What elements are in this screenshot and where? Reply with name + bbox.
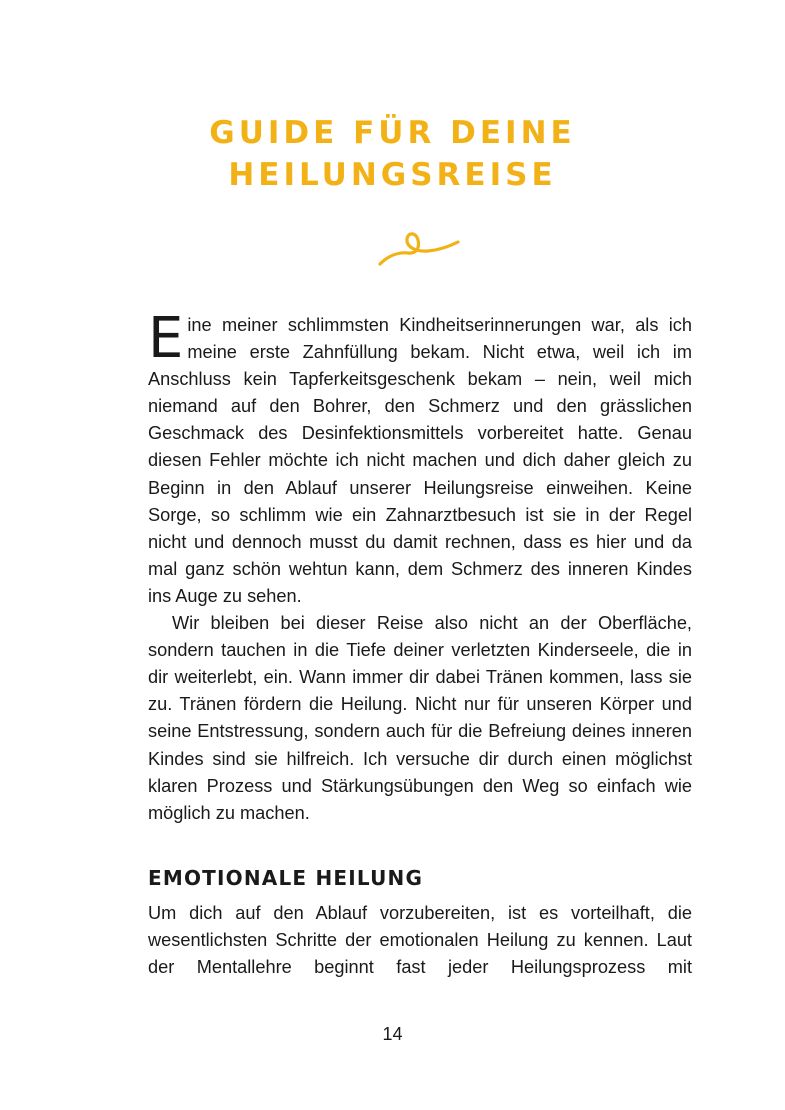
intro-paragraph-2: Wir bleiben bei dieser Reise also nicht an der Oberfläche, sondern tauchen in die Tiefe deiner verletzten Kinderseele, die in dir weiterlebt, ein. Wann immer dir dabei Tränen kommen, lass sie zu. Tränen fördern die Heilung. Nicht nur für unseren Körper und seine Entstressung, sondern auch für die Befreiung deines inneren Kindes sind sie hilfreich. Ich versuche dir durch einen möglichst klaren Prozess und Stärkungsübungen den Weg so einfach wie möglich zu machen.: [148, 613, 692, 823]
chapter-title-line-1: GUIDE FÜR DEINE: [209, 115, 576, 151]
page-number: 14: [382, 1024, 403, 1044]
chapter-title: [0, 112, 785, 196]
intro-paragraph-1: [148, 306, 692, 610]
section-paragraph: Um dich auf den Ablauf vorzubereiten, ist es vorteilhaft, die wesentlichsten Schritte der emotionalen Heilung zu kennen. Laut der Mentallehre beginnt fast jeder Heilungsprozess mit: [148, 903, 692, 978]
drop-cap: E: [148, 306, 184, 371]
intro-paragraph-1-text: ine meiner schlimmsten Kindheitserinnerungen war, als ich meine erste Zahnfüllung bekam. Nicht etwa, weil ich im Anschluss kein Tapferkeitsgeschenk bekam – nein, weil mich niemand auf den Bohrer, den Schmerz und den grässlichen Geschmack des Desinfektionsmittels vorbereitet hatte. Genau diesen Fehler möchte ich nicht machen und dich daher gleich zu Beginn in den Ablauf unserer Heilungsreise einweihen. Keine Sorge, so schlimm wie ein Zahnarztbesuch ist sie in der Regel nicht und dennoch musst du damit rechnen, dass es hier und da mal ganz schön wehtun kann, dem Schmerz des inneren Kindes ins Auge zu sehen.: [148, 315, 692, 606]
swirl-ornament-icon: [376, 226, 462, 270]
section-heading: EMOTIONALE HEILUNG: [148, 866, 424, 890]
intro-text: [148, 306, 692, 827]
chapter-title-line-2: HEILUNGSREISE: [228, 157, 557, 193]
